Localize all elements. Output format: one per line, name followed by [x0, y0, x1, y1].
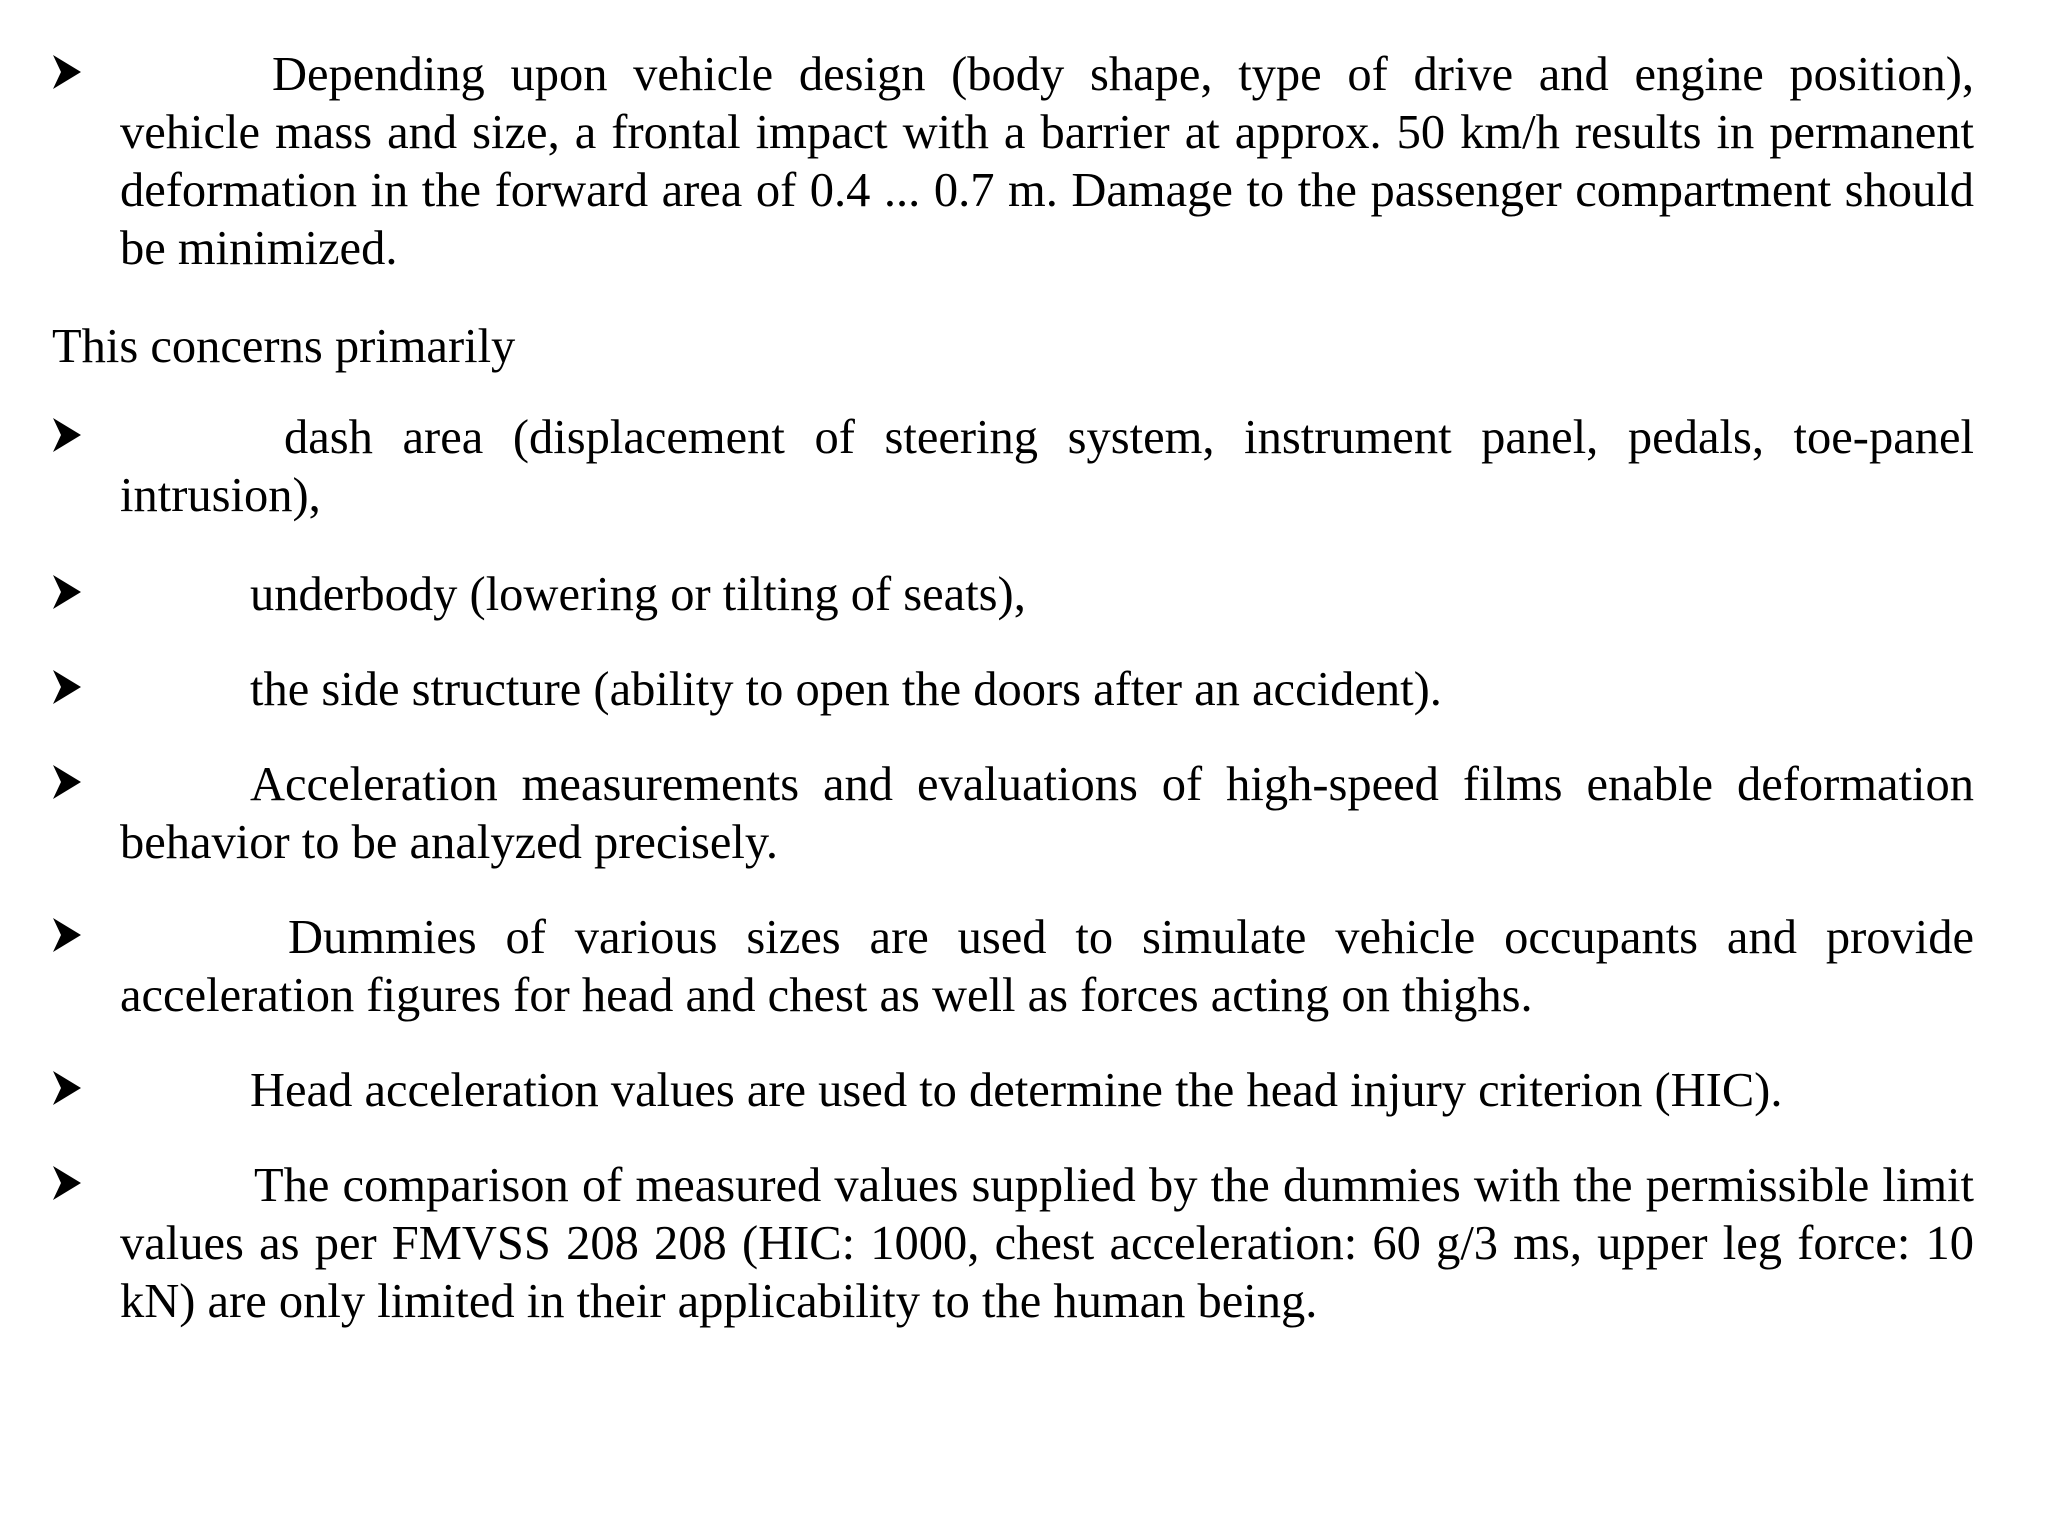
arrowhead-bullet-icon [52, 1062, 92, 1120]
bullet-text: Dummies of various sizes are used to simulate vehicle occupants and provide acceleration figures for head and chest as well as forces acting on thighs. [120, 911, 1974, 1022]
arrowhead-bullet-icon [52, 661, 92, 719]
bullet-text: The comparison of measured values supplied by the dummies with the permissible limit values as per FMVSS 208 208 (HIC: 1000, chest acceleration: 60 g/3 ms, upper leg force: 10 kN) are only limited in their applicability to the human being. [120, 1159, 1974, 1328]
arrowhead-bullet-icon [52, 566, 92, 624]
bullet-text: the side structure (ability to open the doors after an accident). [250, 663, 1442, 716]
bullet-text: Head acceleration values are used to determine the head injury criterion (HIC). [250, 1064, 1783, 1117]
arrowhead-bullet-icon [52, 1157, 92, 1215]
intro-bullet-text: Depending upon vehicle design (body shape, type of drive and engine position), vehicle mass and size, a frontal impact with a barrier at approx. 50 km/h results in permanent deformation in the forward area of 0.4 ... 0.7 m. Damage to the passenger compartment should be minimized. [120, 48, 1974, 275]
bullet-text: underbody (lowering or tilting of seats), [250, 568, 1026, 621]
arrowhead-bullet-icon [52, 46, 92, 104]
bullet-text: dash area (displacement of steering system, instrument panel, pedals, toe-panel intrusion), [120, 411, 1974, 522]
arrowhead-bullet-icon [52, 409, 92, 467]
bullet-text: Acceleration measurements and evaluations of high-speed films enable deformation behavior to be analyzed precisely. [120, 758, 1974, 869]
arrowhead-bullet-icon [52, 909, 92, 967]
arrowhead-bullet-icon [52, 756, 92, 814]
concerns-heading: This concerns primarily [52, 320, 516, 373]
